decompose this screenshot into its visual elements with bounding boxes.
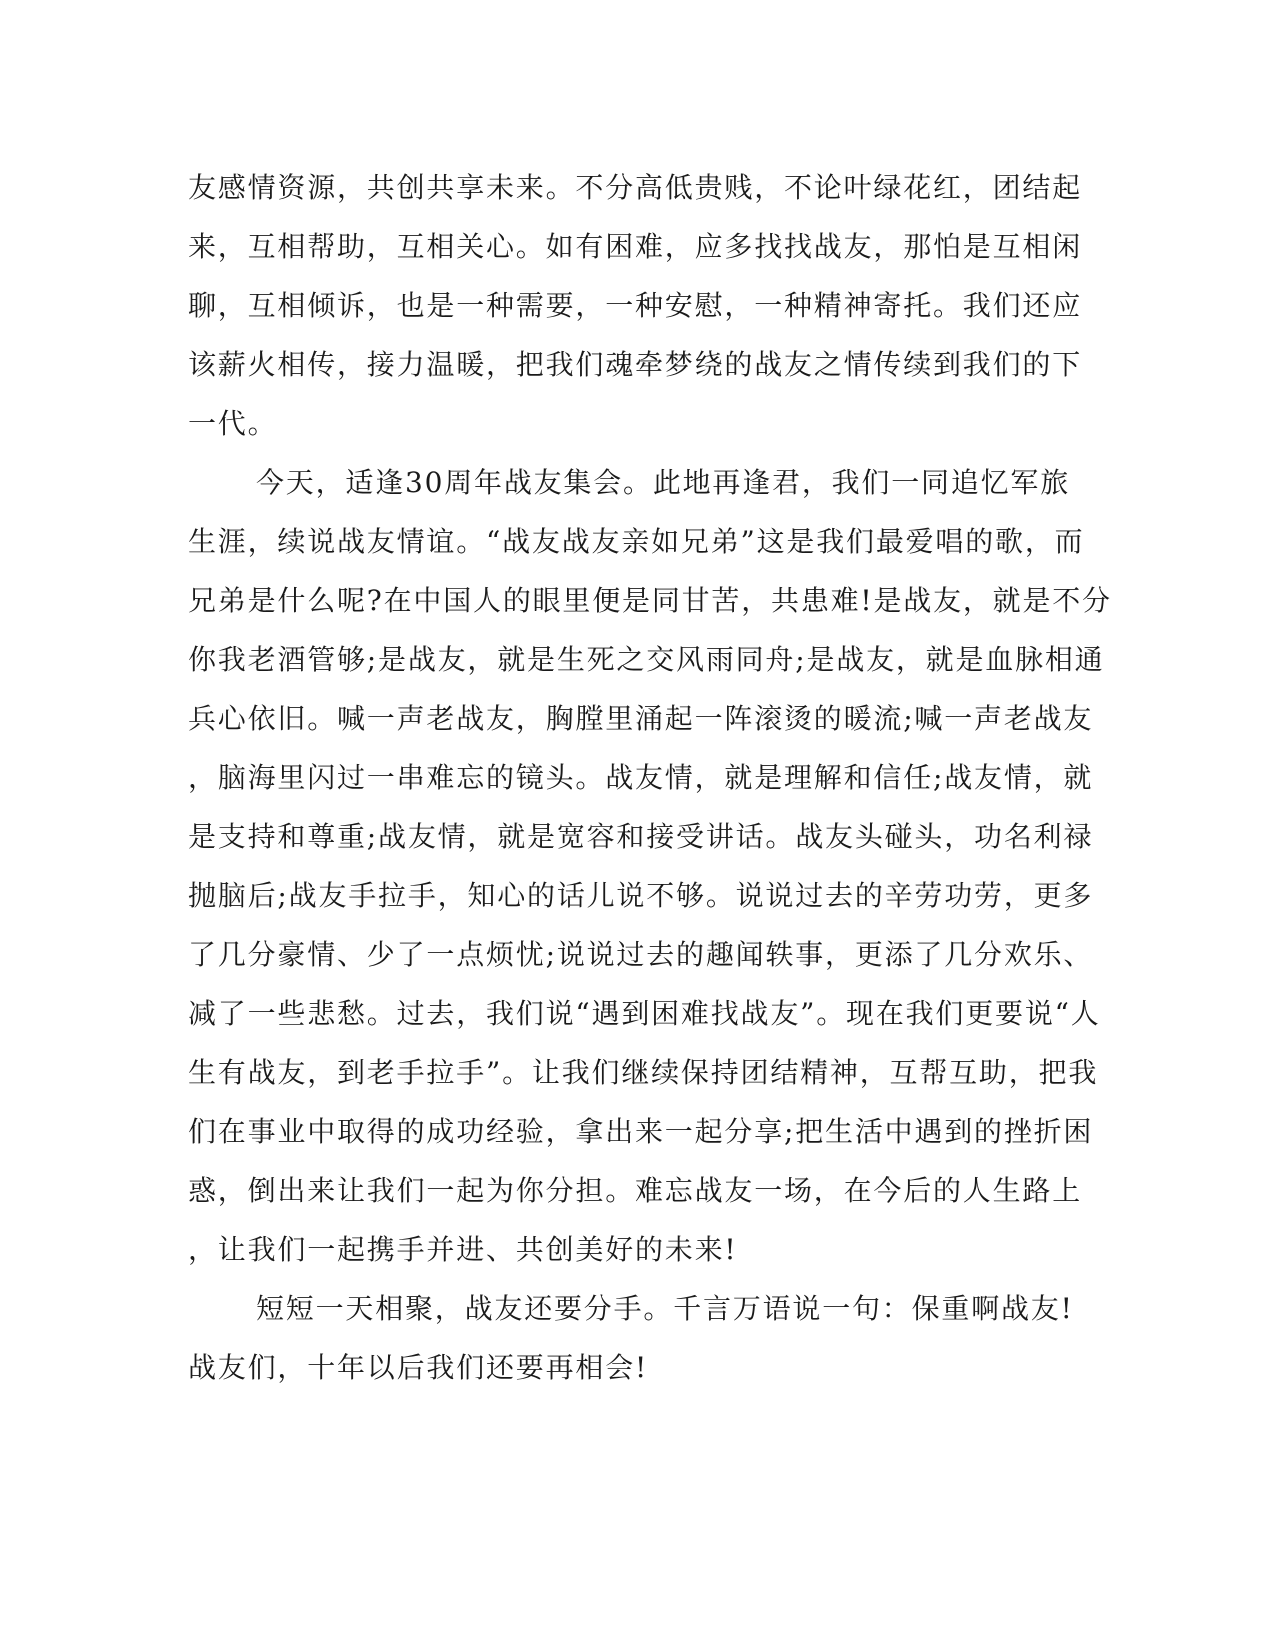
text-line-20: 短短一天相聚，战友还要分手。千言万语说一句：保重啊战友! (256, 1292, 1074, 1325)
text-line-1: 友感情资源，共创共享未来。不分高低贵贱，不论叶绿花红，团结起 (188, 171, 1083, 204)
text-line-9: 你我老酒管够;是战友，就是生死之交风雨同舟;是战友，就是血脉相通 (188, 643, 1105, 676)
text-line-13: 抛脑后;战友手拉手，知心的话儿说不够。说说过去的辛劳功劳，更多 (188, 879, 1094, 912)
text-line-2: 来，互相帮助，互相关心。如有困难，应多找找战友，那怕是互相闲 (188, 230, 1083, 263)
text-line-11: ，脑海里闪过一串难忘的镜头。战友情，就是理解和信任;战友情，就 (188, 761, 1094, 794)
text-line-7: 生涯，续说战友情谊。“战友战友亲如兄弟”这是我们最爱唱的歌，而 (188, 525, 1085, 558)
text-line-6: 今天，适逢30周年战友集会。此地再逢君，我们一同追忆军旅 (256, 466, 1071, 499)
document-body (188, 158, 1112, 1397)
text-line-15: 减了一些悲愁。过去，我们说“遇到困难找战友”。现在我们更要说“人 (188, 997, 1101, 1030)
text-line-5: 一代。 (188, 407, 278, 440)
text-line-8: 兄弟是什么呢?在中国人的眼里便是同甘苦，共患难!是战友，就是不分 (188, 584, 1112, 617)
text-line-21: 战友们，十年以后我们还要再相会! (188, 1351, 649, 1384)
text-line-17: 们在事业中取得的成功经验，拿出来一起分享;把生活中遇到的挫折困 (188, 1115, 1094, 1148)
text-line-19: ，让我们一起携手并进、共创美好的未来! (188, 1233, 738, 1266)
text-line-10: 兵心依旧。喊一声老战友，胸膛里涌起一阵滚烫的暖流;喊一声老战友 (188, 702, 1094, 735)
text-line-14: 了几分豪情、少了一点烦忧;说说过去的趣闻轶事，更添了几分欢乐、 (188, 938, 1094, 971)
text-line-16: 生有战友，到老手拉手”。让我们继续保持团结精神，互帮互助，把我 (188, 1056, 1099, 1089)
text-line-12: 是支持和尊重;战友情，就是宽容和接受讲话。战友头碰头，功名利禄 (188, 820, 1094, 853)
text-line-3: 聊，互相倾诉，也是一种需要，一种安慰，一种精神寄托。我们还应 (188, 289, 1083, 322)
text-line-4: 该薪火相传，接力温暖，把我们魂牵梦绕的战友之情传续到我们的下 (188, 348, 1083, 381)
text-line-18: 惑，倒出来让我们一起为你分担。难忘战友一场，在今后的人生路上 (188, 1174, 1083, 1207)
